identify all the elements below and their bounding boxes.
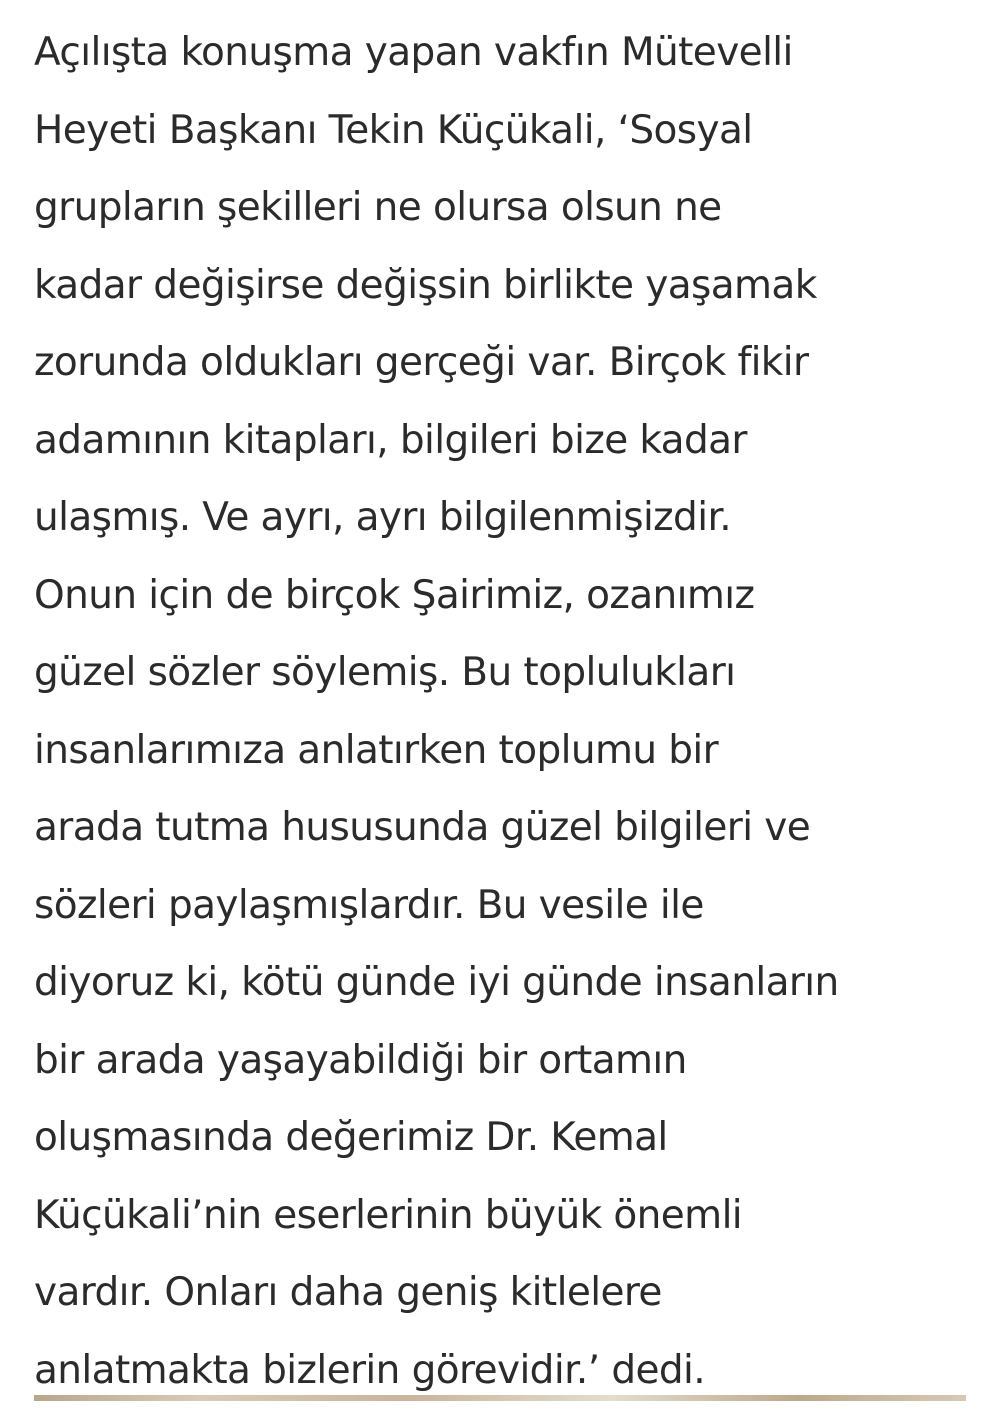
paragraph-line: anlatmakta bizlerin görevidir.’ dedi. bbox=[34, 1332, 974, 1409]
paragraph-line: oluşmasında değerimiz Dr. Kemal bbox=[34, 1099, 974, 1177]
paragraph-line: vardır. Onları daha geniş kitlelere bbox=[34, 1254, 974, 1332]
paragraph-line: grupların şekilleri ne olursa olsun ne bbox=[34, 169, 974, 247]
article-image-top-edge bbox=[34, 1395, 966, 1401]
paragraph-line: ulaşmış. Ve ayrı, ayrı bilgilenmişizdir. bbox=[34, 479, 974, 557]
paragraph-line: adamının kitapları, bilgileri bize kadar bbox=[34, 402, 974, 480]
paragraph-line: sözleri paylaşmışlardır. Bu vesile ile bbox=[34, 867, 974, 945]
paragraph-line: Açılışta konuşma yapan vakfın Mütevelli bbox=[34, 14, 974, 92]
paragraph-line: kadar değişirse değişsin birlikte yaşamak bbox=[34, 247, 974, 325]
paragraph-line: Heyeti Başkanı Tekin Küçükali, ‘Sosyal bbox=[34, 92, 974, 170]
paragraph-line: diyoruz ki, kötü günde iyi günde insanların bbox=[34, 944, 974, 1022]
paragraph-line: insanlarımıza anlatırken toplumu bir bbox=[34, 712, 974, 790]
article-paragraph bbox=[34, 0, 974, 1409]
paragraph-line: Onun için de birçok Şairimiz, ozanımız bbox=[34, 557, 974, 635]
paragraph-line: arada tutma hususunda güzel bilgileri ve bbox=[34, 789, 974, 867]
paragraph-line: zorunda oldukları gerçeği var. Birçok fikir bbox=[34, 324, 974, 402]
paragraph-line: güzel sözler söylemiş. Bu toplulukları bbox=[34, 634, 974, 712]
paragraph-line: bir arada yaşayabildiği bir ortamın bbox=[34, 1022, 974, 1100]
paragraph-line: Küçükali’nin eserlerinin büyük önemli bbox=[34, 1177, 974, 1255]
